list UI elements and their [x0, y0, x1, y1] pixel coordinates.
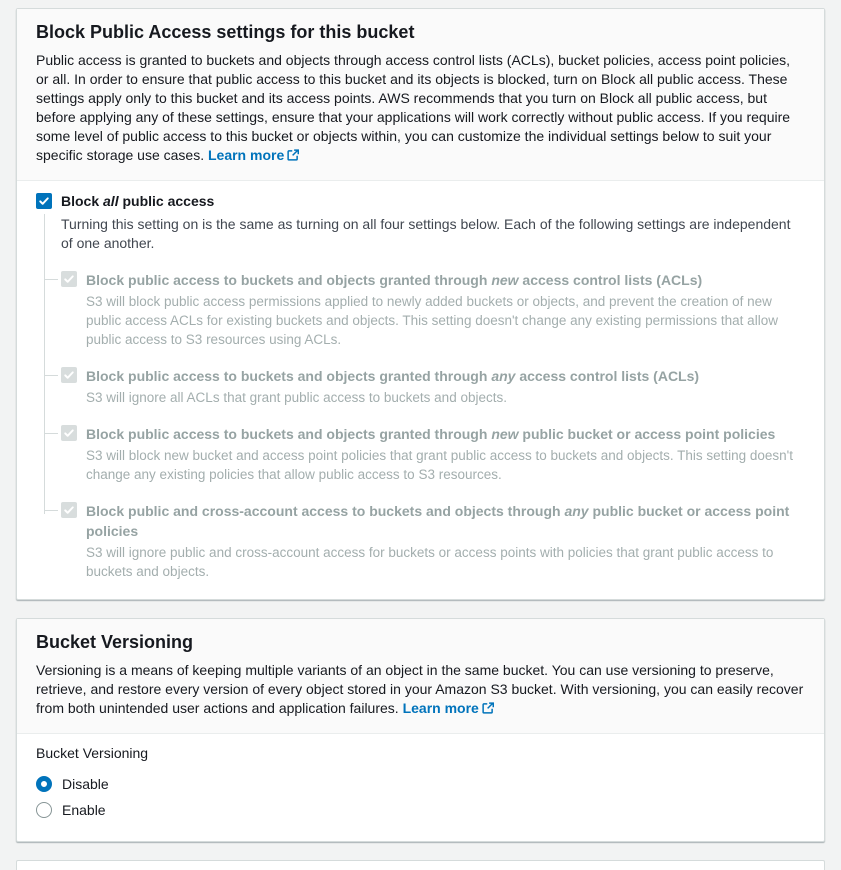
panel-title: Block Public Access settings for this bucket: [36, 22, 415, 42]
panel-title: Bucket Versioning: [36, 632, 194, 652]
label-part: Block public and cross-account access to buckets and objects through: [86, 503, 565, 519]
learn-more-label: Learn more: [207, 147, 285, 163]
block-public-access-header: [17, 9, 824, 181]
bucket-versioning-body: [17, 734, 824, 841]
learn-more-link[interactable]: [208, 147, 299, 163]
label-part: Block public access to buckets and objects granted through: [86, 426, 492, 442]
sub-setting-row-new-policies: [61, 424, 805, 484]
sub-setting-checkbox: [61, 425, 77, 441]
sub-setting-row-new-acls: [61, 270, 805, 349]
sub-setting-row-any-acls: [61, 366, 805, 407]
label-part-italic: new: [491, 426, 519, 442]
sub-setting-description: S3 will block new bucket and access point policies that grant public access to buckets and objects. This setting doesn't change any existing policies that allow public access to S3 resources.: [86, 448, 793, 482]
versioning-option-enable[interactable]: [36, 797, 805, 823]
label-part-italic: new: [491, 272, 519, 288]
checkmark-icon: [63, 427, 75, 439]
learn-more-label: Learn more: [402, 700, 479, 716]
sub-settings-tree: [36, 214, 805, 581]
external-link-icon: [287, 149, 299, 161]
external-link-icon: [482, 702, 494, 714]
radio-option-label[interactable]: Enable: [62, 802, 106, 818]
block-all-description: Turning this setting on is the same as turning on all four settings below. Each of the following settings are independent of one another.: [61, 216, 791, 251]
block-all-label[interactable]: [61, 192, 214, 211]
panel-description-text: Public access is granted to buckets and objects through access control lists (ACLs), bucket policies, access point policies, or all. In order to ensure that public access to this bucket and its objects is blocked, turn on Block all public access. These settings apply only to this bucket and its access points. AWS recommends that you turn on Block all public access, but before applying any of these settings, ensure that your applications will work correctly without public access. If you require some level of public access to this bucket or objects within, you can customize the individual settings below to suit your specific storage use cases.: [36, 52, 791, 163]
sub-setting-row-any-policies: [61, 501, 805, 581]
sub-setting-text: [86, 270, 805, 349]
checkmark-icon: [38, 195, 50, 207]
label-part-italic: any: [564, 503, 589, 519]
versioning-option-disable[interactable]: [36, 771, 805, 797]
learn-more-link[interactable]: [403, 700, 494, 716]
block-public-access-body: [17, 181, 824, 599]
checkmark-icon: [63, 273, 75, 285]
sub-setting-description: S3 will block public access permissions applied to newly added buckets or objects, and prevent the creation of new public access ACLs for existing buckets and objects. This setting doesn't change any existing permissions that allow public access to S3 resources using ACLs.: [86, 294, 778, 347]
sub-setting-text: [86, 501, 805, 581]
panel-description: [36, 51, 805, 165]
sub-setting-label: [86, 270, 805, 290]
label-part: public bucket or access point policies: [86, 503, 790, 539]
block-public-access-panel: [16, 8, 825, 600]
radio-selected-icon[interactable]: [36, 776, 52, 792]
label-part: access control lists (ACLs): [518, 272, 703, 288]
label-part-italic: all: [103, 193, 119, 209]
sub-setting-description: S3 will ignore public and cross-account access for buckets or access points with policies that grant public access to buckets and objects.: [86, 545, 774, 579]
label-part: public access: [118, 193, 215, 209]
sub-setting-checkbox: [61, 271, 77, 287]
radio-option-label[interactable]: Disable: [62, 776, 109, 792]
bucket-versioning-header: [17, 619, 824, 734]
panel-description-text: Versioning is a means of keeping multiple variants of an object in the same bucket. You can use versioning to preserve, retrieve, and restore every version of every object stored in your Amazon S3 bucket. With versioning, you can easily recover from both unintended user actions and application failures.: [36, 662, 804, 716]
sub-setting-checkbox: [61, 502, 77, 518]
sub-setting-description: S3 will ignore all ACLs that grant public access to buckets and objects.: [86, 390, 507, 405]
bucket-versioning-field-label: Bucket Versioning: [36, 745, 149, 761]
label-part-italic: any: [491, 368, 516, 384]
radio-unselected-icon[interactable]: [36, 802, 52, 818]
label-part: public bucket or access point policies: [518, 426, 776, 442]
label-part: Block: [61, 193, 104, 209]
label-part: access control lists (ACLs): [515, 368, 700, 384]
label-part: Block public access to buckets and objects granted through: [86, 368, 492, 384]
sub-setting-label: [86, 366, 699, 386]
panel-description: [36, 661, 805, 718]
sub-setting-checkbox: [61, 367, 77, 383]
block-all-checkbox[interactable]: [36, 193, 52, 209]
checkmark-icon: [63, 369, 75, 381]
checkmark-icon: [63, 504, 75, 516]
label-part: Block public access to buckets and objects granted through: [86, 272, 492, 288]
next-panel-edge: [16, 860, 825, 870]
sub-setting-label: [86, 501, 805, 541]
sub-setting-text: [86, 424, 805, 484]
sub-setting-text: [86, 366, 699, 407]
sub-setting-label: [86, 424, 805, 444]
block-all-public-access-row: [36, 192, 805, 211]
bucket-versioning-panel: [16, 618, 825, 842]
